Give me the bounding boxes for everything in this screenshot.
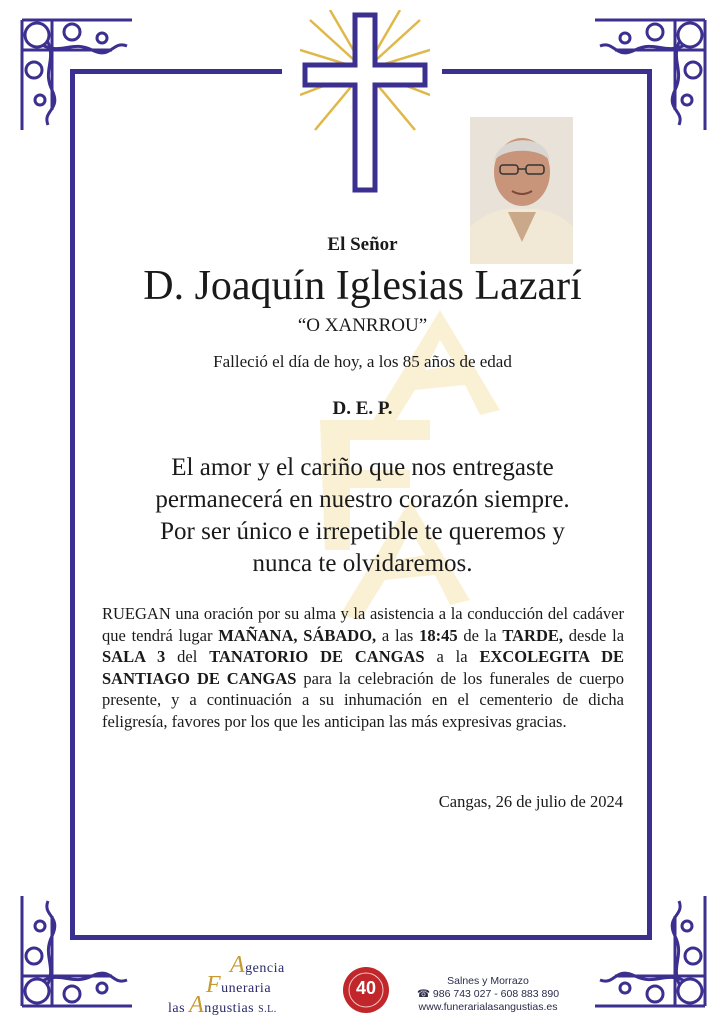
logo-text: las (168, 1001, 190, 1016)
seal-number: 40 (355, 978, 377, 998)
body-text: RUEGAN una oración por su alma y la asistencia a la conducción del cadáver que tendrá lugar (102, 604, 624, 645)
logo-letter: A (189, 992, 205, 1018)
logo-text: uneraria (221, 981, 272, 996)
deceased-title: El Señor (327, 234, 398, 255)
body-text: para la celebración de los funerales de cuerpo presente, y a continuación a su inhumación en el cementerio de dicha feligresía, favores por los que les anticipan las más expresivas gracias. (102, 668, 624, 731)
date-line: Cangas, 26 de julio de 2024 (438, 792, 623, 811)
logo-letter: F (206, 972, 222, 998)
body-text: a las (376, 625, 420, 645)
cross-icon (300, 10, 430, 195)
contact-web: www.funerarialasangustias.es (418, 1001, 558, 1013)
logo-text: gencia (245, 961, 285, 976)
quote-line: Por ser único e irrepetible te queremos y (160, 518, 565, 545)
memorial-quote (80, 452, 645, 580)
dep-text: D. E. P. (332, 398, 393, 419)
body-text: del (165, 647, 210, 666)
contact-phone: ☎ 986 743 027 - 608 883 890 (416, 988, 560, 1000)
anniversary-seal-icon (342, 966, 390, 1014)
agency-logo (168, 952, 318, 1016)
body-text: de la (457, 625, 503, 645)
body-bold: TANATORIO DE CANGAS (209, 647, 425, 666)
body-bold: SALA 3 (102, 647, 166, 666)
quote-line: nunca te olvidaremos. (252, 550, 473, 577)
quote-line: El amor y el cariño que nos entregaste (171, 454, 554, 481)
body-text: desde la (563, 625, 625, 645)
logo-letter: A (230, 952, 246, 978)
contact-info (408, 975, 568, 1014)
body-bold: MAÑANA, SÁBADO, (218, 625, 377, 645)
logo-text: S.L. (258, 1004, 277, 1015)
body-bold: TARDE, (502, 625, 564, 645)
body-bold: EXCOLEGITA DE SANTIAGO DE CANGAS (102, 647, 624, 688)
deceased-name: D. Joaquín Iglesias Lazarí (143, 263, 582, 309)
body-text: a la (424, 647, 480, 666)
deceased-nickname: “O XANRROU” (297, 315, 428, 336)
death-notice: Falleció el día de hoy, a los 85 años de edad (213, 352, 512, 371)
logo-text: ngustias (204, 1001, 255, 1016)
contact-region: Salnes y Morrazo (447, 975, 529, 987)
funeral-details (102, 603, 624, 732)
quote-line: permanecerá en nuestro corazón siempre. (155, 486, 570, 513)
body-bold: 18:45 (419, 625, 458, 645)
